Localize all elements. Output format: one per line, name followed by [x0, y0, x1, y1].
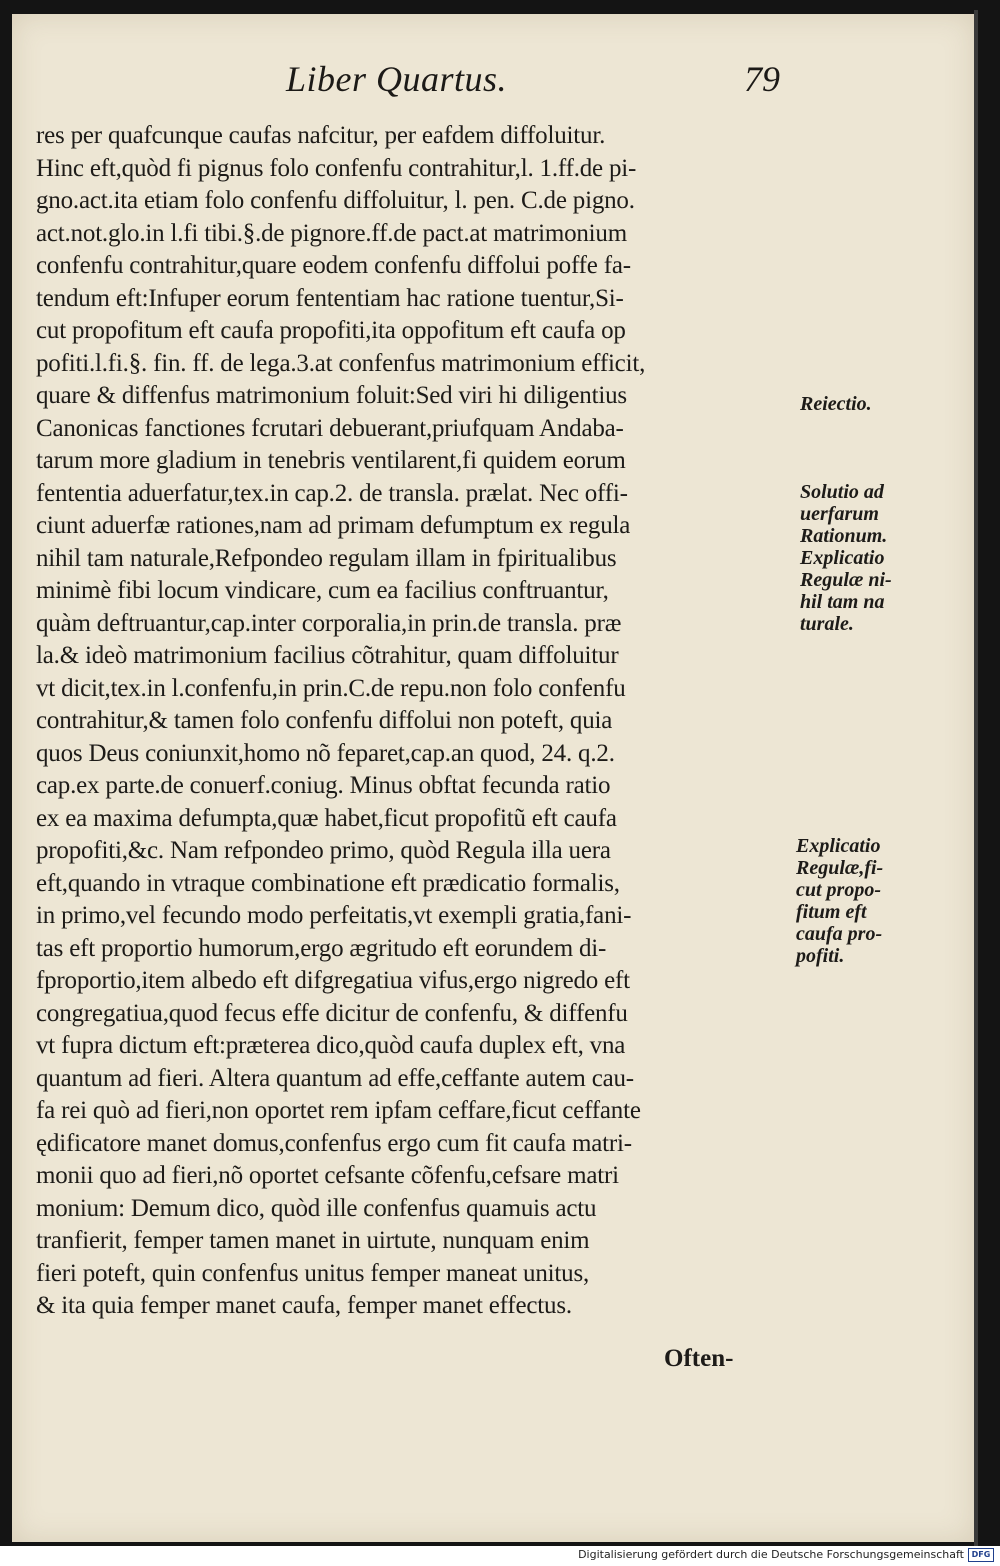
body-text [36, 120, 796, 1323]
text-line: la.& ideò matrimonium facilius cõtrahitur, quam diffoluitur [36, 642, 619, 669]
margin-note-line: fitum eft [796, 901, 867, 923]
margin-note-line: Solutio ad [800, 481, 884, 503]
page-edge-shadow [974, 10, 978, 1546]
text-line: pofiti.l.fi.§. fin. ff. de lega.3.at confenfus matrimonium efficit, [36, 349, 646, 377]
text-line: tas eft proportio humorum,ergo ægritudo eft eorundem di- [36, 934, 607, 962]
page-number: 79 [744, 59, 780, 99]
margin-note-reiectio [800, 393, 980, 415]
margin-note-line: Explicatio [796, 835, 881, 857]
text-line: monium: Demum dico, quòd ille confenfus quamuis actu [36, 1194, 597, 1222]
text-line: ędificatore manet domus,confenfus ergo cum fit caufa matri- [36, 1129, 632, 1157]
text-line: confenfu contrahitur,quare eodem confenfu diffolui poffe fa- [36, 252, 631, 279]
text-line: cut propofitum eft caufa propofiti,ita oppofitum eft caufa op [36, 317, 626, 344]
text-line: quare & diffenfus matrimonium foluit:Sed viri hi diligentius [36, 382, 627, 409]
text-line: tranfierit, femper tamen manet in uirtute, nunquam enim [36, 1227, 590, 1254]
text-line: congregatiua,quod fecus effe dicitur de confenfu, & diffenfu [36, 999, 628, 1027]
text-line: ciunt aduerfæ rationes,nam ad primam defumptum ex regula [36, 512, 631, 539]
margin-note-line: uerfarum [800, 503, 879, 525]
text-line: tendum eft:Infuper eorum fententiam hac ratione tuentur,Si- [36, 284, 624, 312]
text-line: vt dicit,tex.in l.confenfu,in prin.C.de repu.non folo confenfu [36, 674, 626, 702]
text-line: eft,quando in vtraque combinatione eft prædicatio formalis, [36, 869, 620, 897]
text-line: & ita quia femper manet caufa, femper manet effectus. [36, 1292, 572, 1319]
text-line: cap.ex parte.de conuerf.coniug. Minus obftat fecunda ratio [36, 772, 611, 799]
margin-note-line: Reiectio. [800, 393, 872, 415]
margin-note-line: Regulæ,fi- [796, 857, 884, 879]
catchword: Often- [664, 1345, 734, 1372]
text-line: fproportio,item albedo eft difgregatiua vifus,ergo nigredo eft [36, 967, 630, 994]
margin-note-line: cut propo- [796, 879, 881, 901]
running-title: Liber Quartus. [286, 59, 508, 99]
text-line: vt fupra dictum eft:præterea dico,quòd caufa duplex eft, vna [36, 1032, 626, 1059]
text-line: monii quo ad fieri,nõ oportet cefsante cõfenfu,cefsare matri [36, 1162, 619, 1189]
margin-note-line: turale. [800, 613, 854, 635]
margin-note-solutio [800, 481, 980, 635]
text-line: minimè fibi locum vindicare, cum ea facilius conftruantur, [36, 577, 609, 604]
margin-note-line: pofiti. [796, 945, 845, 967]
text-line: propofiti,&c. Nam refpondeo primo, quòd Regula illa uera [36, 837, 611, 864]
text-line: act.not.glo.in l.fi tibi.§.de pignore.ff.de pact.at matrimonium [36, 219, 627, 247]
dfg-logo-icon: DFG [968, 1548, 994, 1562]
text-line: ex ea maxima defumpta,quæ habet,ficut propofitũ eft caufa [36, 804, 617, 832]
text-line: fententia aduerfatur,tex.in cap.2. de transla. prælat. Nec offi- [36, 479, 628, 507]
text-line: in primo,vel fecundo modo perfeitatis,vt exempli gratia,fani- [36, 902, 632, 929]
margin-note-line: hil tam na [800, 591, 885, 613]
margin-note-line: caufa pro- [796, 923, 883, 945]
text-line: gno.act.ita etiam folo confenfu diffoluitur, l. pen. C.de pigno. [36, 187, 635, 214]
margin-note-line: Regulæ ni- [800, 569, 892, 591]
funding-credit: Digitalisierung gefördert durch die Deutsche Forschungsgemeinschaft [578, 1548, 964, 1561]
text-line: Canonicas fanctiones fcrutari debuerant,priufquam Andaba- [36, 414, 624, 442]
text-line: nihil tam naturale,Refpondeo regulam illam in fpiritualibus [36, 544, 617, 572]
text-line: fieri poteft, quin confenfus unitus femper maneat unitus, [36, 1259, 590, 1287]
text-line: quàm deftruantur,cap.inter corporalia,in prin.de transla. præ [36, 609, 622, 637]
margin-note-line: Rationum. [800, 525, 888, 547]
text-line: quantum ad fieri. Altera quantum ad effe,ceffante autem cau- [36, 1064, 634, 1092]
text-line: quos Deus coniunxit,homo nõ feparet,cap.an quod, 24. q.2. [36, 739, 615, 767]
text-line: contrahitur,& tamen folo confenfu diffolui non poteft, quia [36, 707, 613, 734]
margin-note-explicatio [796, 835, 976, 967]
text-line: res per quafcunque caufas nafcitur, per eafdem diffoluitur. [36, 122, 606, 149]
text-line: fa rei quò ad fieri,non oportet rem ipfam ceffare,ficut ceffante [36, 1097, 641, 1124]
text-line: Hinc eft,quòd fi pignus folo confenfu contrahitur,l. 1.ff.de pi- [36, 154, 637, 182]
margin-note-line: Explicatio [800, 547, 885, 569]
text-line: tarum more gladium in tenebris ventilarent,fi quidem eorum [36, 447, 626, 474]
